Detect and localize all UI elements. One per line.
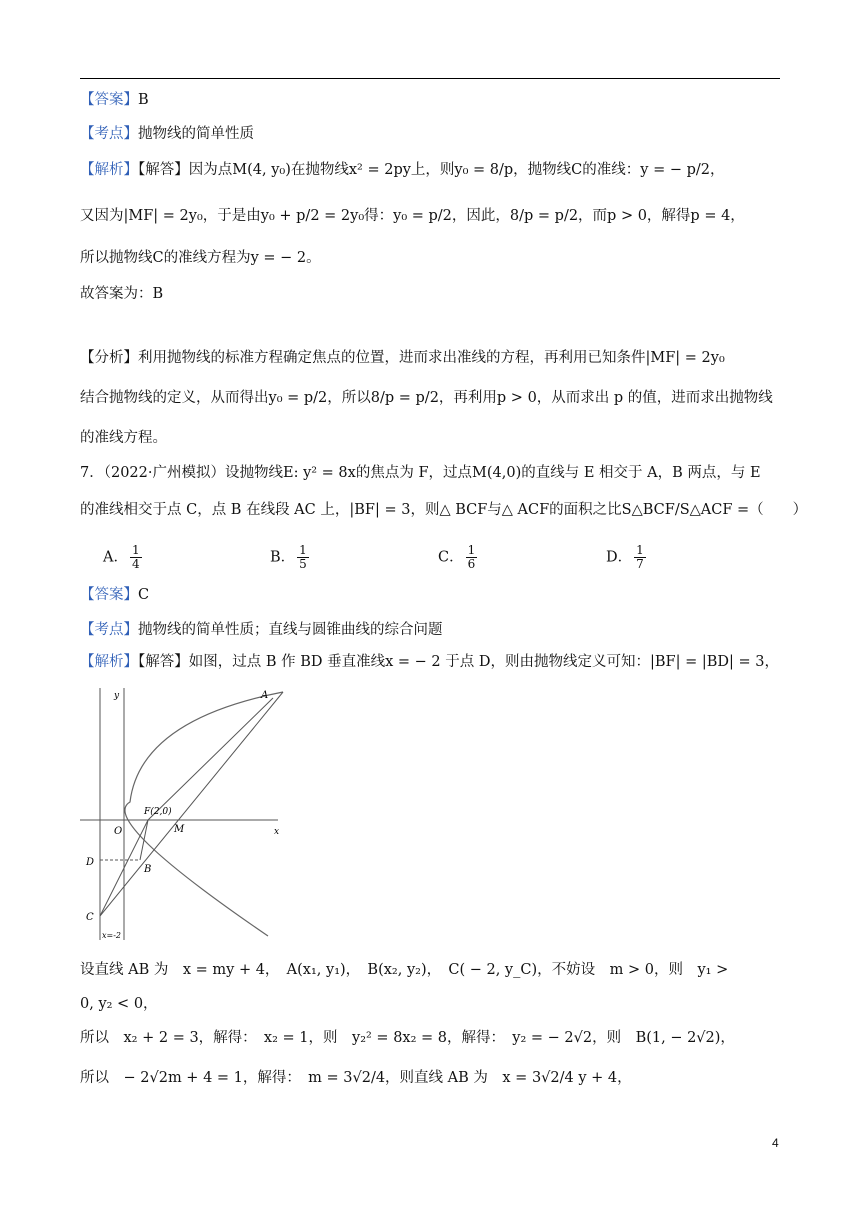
fraction-numerator: 1 (299, 543, 307, 557)
label-m: M (174, 824, 185, 835)
fenxi-text: 利用抛物线的标准方程确定焦点的位置，进而求出准线的方程，再利用已知条件|MF| = 2y₀ (138, 350, 725, 366)
q7-point-line (80, 620, 443, 640)
q7-step-1b: 0, y₂ < 0， (80, 996, 158, 1012)
q7-stem-line-2: 的准线相交于点 C，点 B 在线段 AC 上，|BF| = 3，则△ BCF与△ ACF的面积之比S△BCF/S△ACF =（ ） (80, 502, 808, 518)
option-fraction (466, 544, 478, 571)
q7-step-2: 所以 x₂ + 2 = 3，解得： x₂ = 1，则 y₂² = 8x₂ = 8，解得： y₂ = − 2√2，则 B(1, − 2√2)， (80, 1030, 735, 1046)
label-o: O (114, 826, 123, 837)
label-f: F(2,0) (144, 807, 172, 817)
fraction-numerator: 1 (467, 543, 476, 557)
q6-conclusion: 故答案为：B (80, 286, 164, 302)
q7-option-b (270, 544, 311, 571)
q6-answer-line (80, 90, 149, 110)
q6-fenxi-line-3: 的准线方程。 (80, 430, 167, 446)
q6-point-line (80, 124, 254, 144)
q7-step-1: 设直线 AB 为 x = my + 4， A(x₁, y₁)， B(x₂, y₂)， C( − 2, y_C)，不妨设 m > 0，则 y₁ > (80, 962, 729, 978)
option-label: A． (103, 549, 128, 566)
q6-fenxi-line-1 (80, 348, 725, 368)
option-fraction (297, 544, 309, 571)
label-directrix: x=-2 (102, 931, 122, 940)
header-rule (80, 78, 780, 79)
point-tag: 【考点】 (80, 622, 138, 638)
answer-value: B (138, 92, 149, 108)
fraction-numerator: 1 (131, 543, 140, 557)
analysis-tag: 【解析】 (80, 654, 138, 670)
line-fb (140, 820, 148, 860)
analysis-text: 【解答】因为点M(4, y₀)在抛物线x² = 2py上，则y₀ = 8/p，抛物线C的准线：y = − p/2， (138, 162, 725, 178)
analysis-text: 【解答】如图，过点 B 作 BD 垂直准线x = − 2 于点 D，则由抛物线定义可知：|BF| = |BD| = 3， (138, 654, 779, 670)
line-fa (148, 698, 273, 820)
q6-fenxi-line-2: 结合抛物线的定义，从而得出y₀ = p/2，所以8/p = p/2，再利用p > 0，从而求出 p 的值，进而求出抛物线 (80, 390, 773, 406)
fenxi-tag: 【分析】 (80, 350, 138, 366)
fraction-denominator: 5 (299, 557, 307, 571)
option-fraction (634, 544, 646, 571)
fraction-denominator: 6 (467, 557, 476, 571)
label-b: B (144, 864, 152, 875)
parabola-figure (78, 684, 293, 944)
point-tag: 【考点】 (80, 126, 138, 142)
point-text: 抛物线的简单性质；直线与圆锥曲线的综合问题 (138, 622, 443, 638)
q6-analysis-line-1 (80, 160, 724, 180)
page-number: 4 (772, 1136, 779, 1150)
q7-step-3: 所以 − 2√2m + 4 = 1，解得： m = 3√2/4，则直线 AB 为 x = 3√2/4 y + 4， (80, 1070, 632, 1086)
fraction-numerator: 1 (636, 543, 644, 557)
q7-answer-line (80, 585, 149, 605)
q7-analysis-line-1 (80, 652, 779, 672)
q7-option-a (103, 544, 144, 571)
answer-tag: 【答案】 (80, 92, 138, 108)
q7-option-c (438, 544, 479, 571)
answer-tag: 【答案】 (80, 587, 138, 603)
q7-option-d (606, 544, 648, 571)
q6-analysis-line-2: 又因为|MF| = 2y₀，于是由y₀ + p/2 = 2y₀得：y₀ = p/2，因此，8/p = p/2，而p > 0，解得p = 4， (80, 208, 745, 224)
analysis-tag: 【解析】 (80, 162, 138, 178)
label-y: y (114, 691, 120, 701)
q7-stem-line-1: 7．（2022·广州模拟）设抛物线E: y² = 8x的焦点为 F，过点M(4,0)的直线与 E 相交于 A，B 两点，与 E (80, 465, 761, 481)
label-a: A (261, 690, 269, 701)
option-label: B． (270, 549, 296, 566)
option-label: C． (438, 549, 464, 566)
answer-value: C (138, 587, 150, 603)
label-d: D (86, 857, 95, 868)
label-x: x (274, 827, 280, 837)
label-c: C (86, 912, 94, 923)
option-label: D． (606, 549, 633, 566)
q6-analysis-line-3: 所以抛物线C的准线方程为y = − 2。 (80, 250, 321, 266)
fraction-denominator: 7 (636, 557, 644, 571)
option-fraction (130, 544, 142, 571)
point-text: 抛物线的简单性质 (138, 126, 254, 142)
fraction-denominator: 4 (131, 557, 140, 571)
